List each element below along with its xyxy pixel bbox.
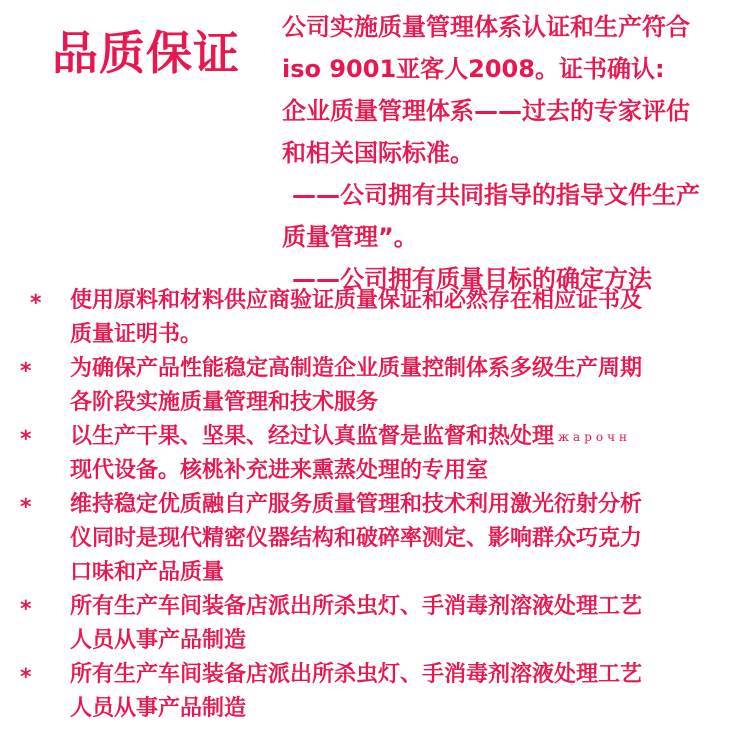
intro-line: 和相关国际标准。 (282, 139, 474, 167)
bullet-line: 人员从事产品制造 (70, 696, 247, 721)
bullet-item (0, 590, 730, 658)
bullet-line (70, 420, 730, 454)
intro-line: iso 9001亚客人2008。证书确认: (282, 55, 665, 83)
bullet-item (0, 658, 730, 726)
asterisk-icon: * (20, 359, 32, 384)
bullet-line: 仪同时是现代精密仪器结构和破碎率测定、影响群众巧克力 (70, 526, 643, 551)
bullet-line: 所有生产车间装备店派出所杀虫灯、手消毒剂溶液处理工艺 (70, 662, 643, 687)
intro-line: 企业质量管理体系——过去的专家评估 (282, 97, 690, 125)
intro-line: 质量管理”。 (282, 223, 418, 251)
asterisk-icon: * (20, 427, 32, 452)
bullet-item (0, 488, 730, 590)
bullet-line: 为确保产品性能稳定高制造企业质量控制体系多级生产周期 (70, 356, 643, 381)
intro-line: 公司实施质量管理体系认证和生产符合 (282, 13, 690, 41)
intro-paragraph (282, 6, 742, 300)
foreign-text-fragment: жарочн (558, 430, 632, 444)
asterisk-icon: * (20, 665, 32, 690)
bullet-item (0, 352, 730, 420)
bullet-line: 各阶段实施质量管理和技术服务 (70, 390, 379, 415)
bullet-line: 维持稳定优质融自产服务质量管理和技术利用激光衍射分析 (70, 492, 643, 517)
asterisk-icon: * (20, 597, 32, 622)
bullet-list (0, 284, 750, 726)
bullet-line: 所有生产车间装备店派出所杀虫灯、手消毒剂溶液处理工艺 (70, 594, 643, 619)
bullet-item (0, 420, 730, 488)
bullet-line: 质量证明书。 (70, 322, 203, 347)
intro-line: ——公司拥有质量目标的确定方法 (292, 265, 652, 293)
bullet-line: 人员从事产品制造 (70, 628, 247, 653)
bullet-line: 现代设备。核桃补充进来熏蒸处理的专用室 (70, 458, 489, 483)
bullet-line: 口味和产品质量 (70, 560, 225, 585)
bullet-item (0, 284, 730, 352)
asterisk-icon: * (20, 495, 32, 520)
asterisk-icon: * (30, 291, 42, 316)
bullet-line: 使用原料和材料供应商验证质量保证和必然存在相应证书及 (70, 288, 643, 313)
page-title: 品质保证 (52, 26, 240, 80)
intro-line: ——公司拥有共同指导的指导文件生产 (292, 181, 700, 209)
bullet-line-text: 以生产干果、坚果、经过认真监督是监督和热处理 (70, 424, 555, 449)
